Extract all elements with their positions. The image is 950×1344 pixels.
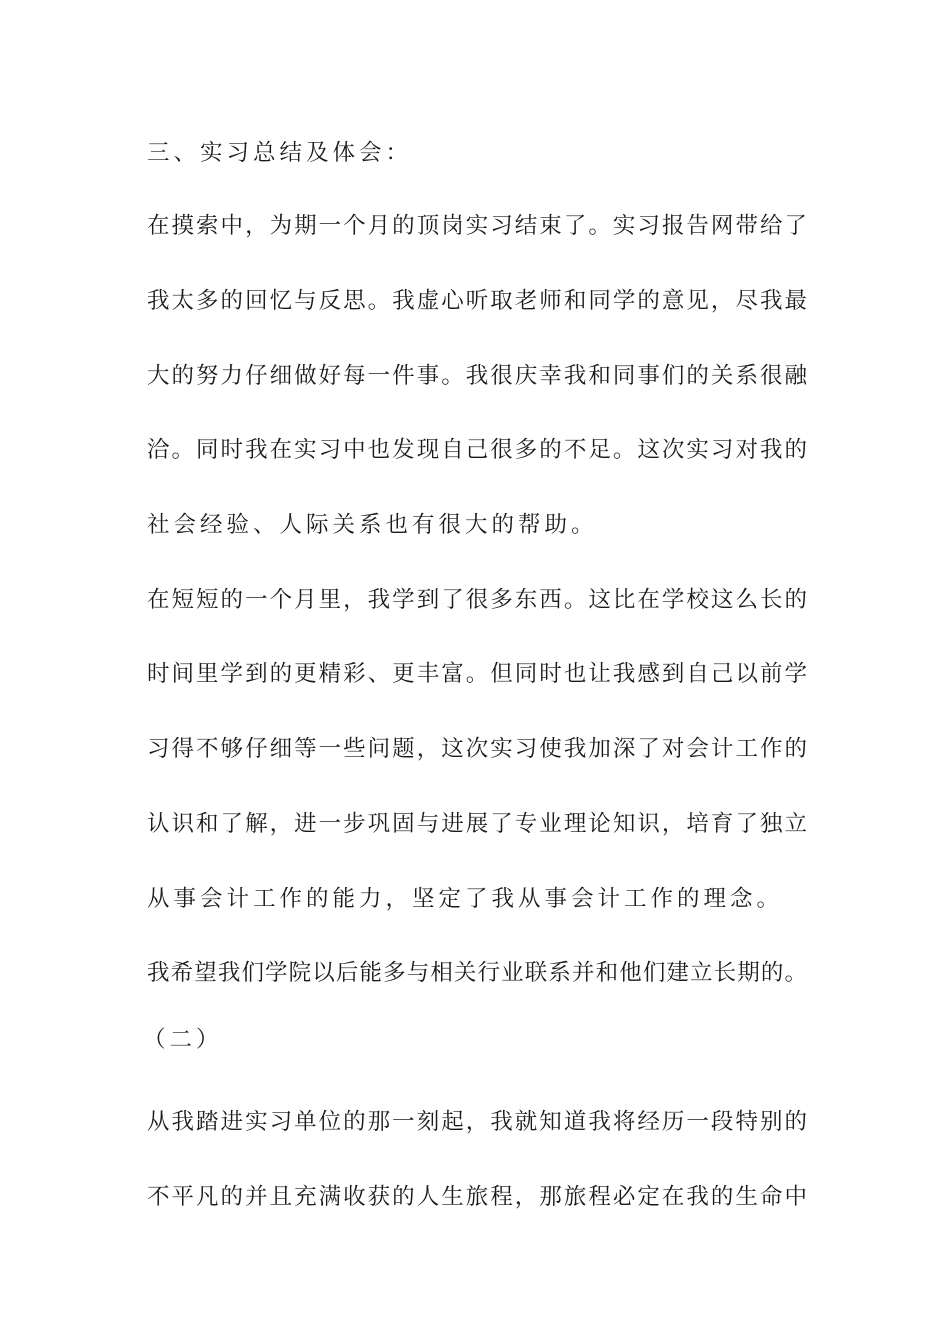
paragraph-line: 在摸索中，为期一个月的顶岗实习结束了。实习报告网带给了: [147, 213, 807, 239]
paragraph-line: 习得不够仔细等一些问题，这次实习使我加深了对会计工作的: [147, 736, 807, 762]
paragraph-line: 从事会计工作的能力，坚定了我从事会计工作的理念。: [147, 886, 784, 912]
paragraph-line: 我希望我们学院以后能多与相关行业联系并和他们建立长期的。: [147, 960, 807, 986]
paragraph-line: 在短短的一个月里，我学到了很多东西。这比在学校这么长的: [147, 587, 807, 613]
paragraph-line: 认识和了解，进一步巩固与进展了专业理论知识，培育了独立: [147, 811, 807, 837]
paragraph-line: 大的努力仔细做好每一件事。我很庆幸我和同事们的关系很融: [147, 363, 807, 389]
subsection-heading: （二）: [143, 1027, 223, 1053]
paragraph-line: 时间里学到的更精彩、更丰富。但同时也让我感到自己以前学: [147, 661, 807, 687]
paragraph-line: 从我踏进实习单位的那一刻起，我就知道我将经历一段特别的: [147, 1109, 807, 1135]
paragraph-line: 不平凡的并且充满收获的人生旅程，那旅程必定在我的生命中: [147, 1184, 807, 1210]
paragraph-line: 我太多的回忆与反思。我虚心听取老师和同学的意见，尽我最: [147, 288, 807, 314]
section-heading: 三、实习总结及体会：: [147, 140, 413, 166]
paragraph-line: 洽。同时我在实习中也发现自己很多的不足。这次实习对我的: [147, 437, 807, 463]
paragraph-line: 社会经验、人际关系也有很大的帮助。: [147, 512, 598, 538]
